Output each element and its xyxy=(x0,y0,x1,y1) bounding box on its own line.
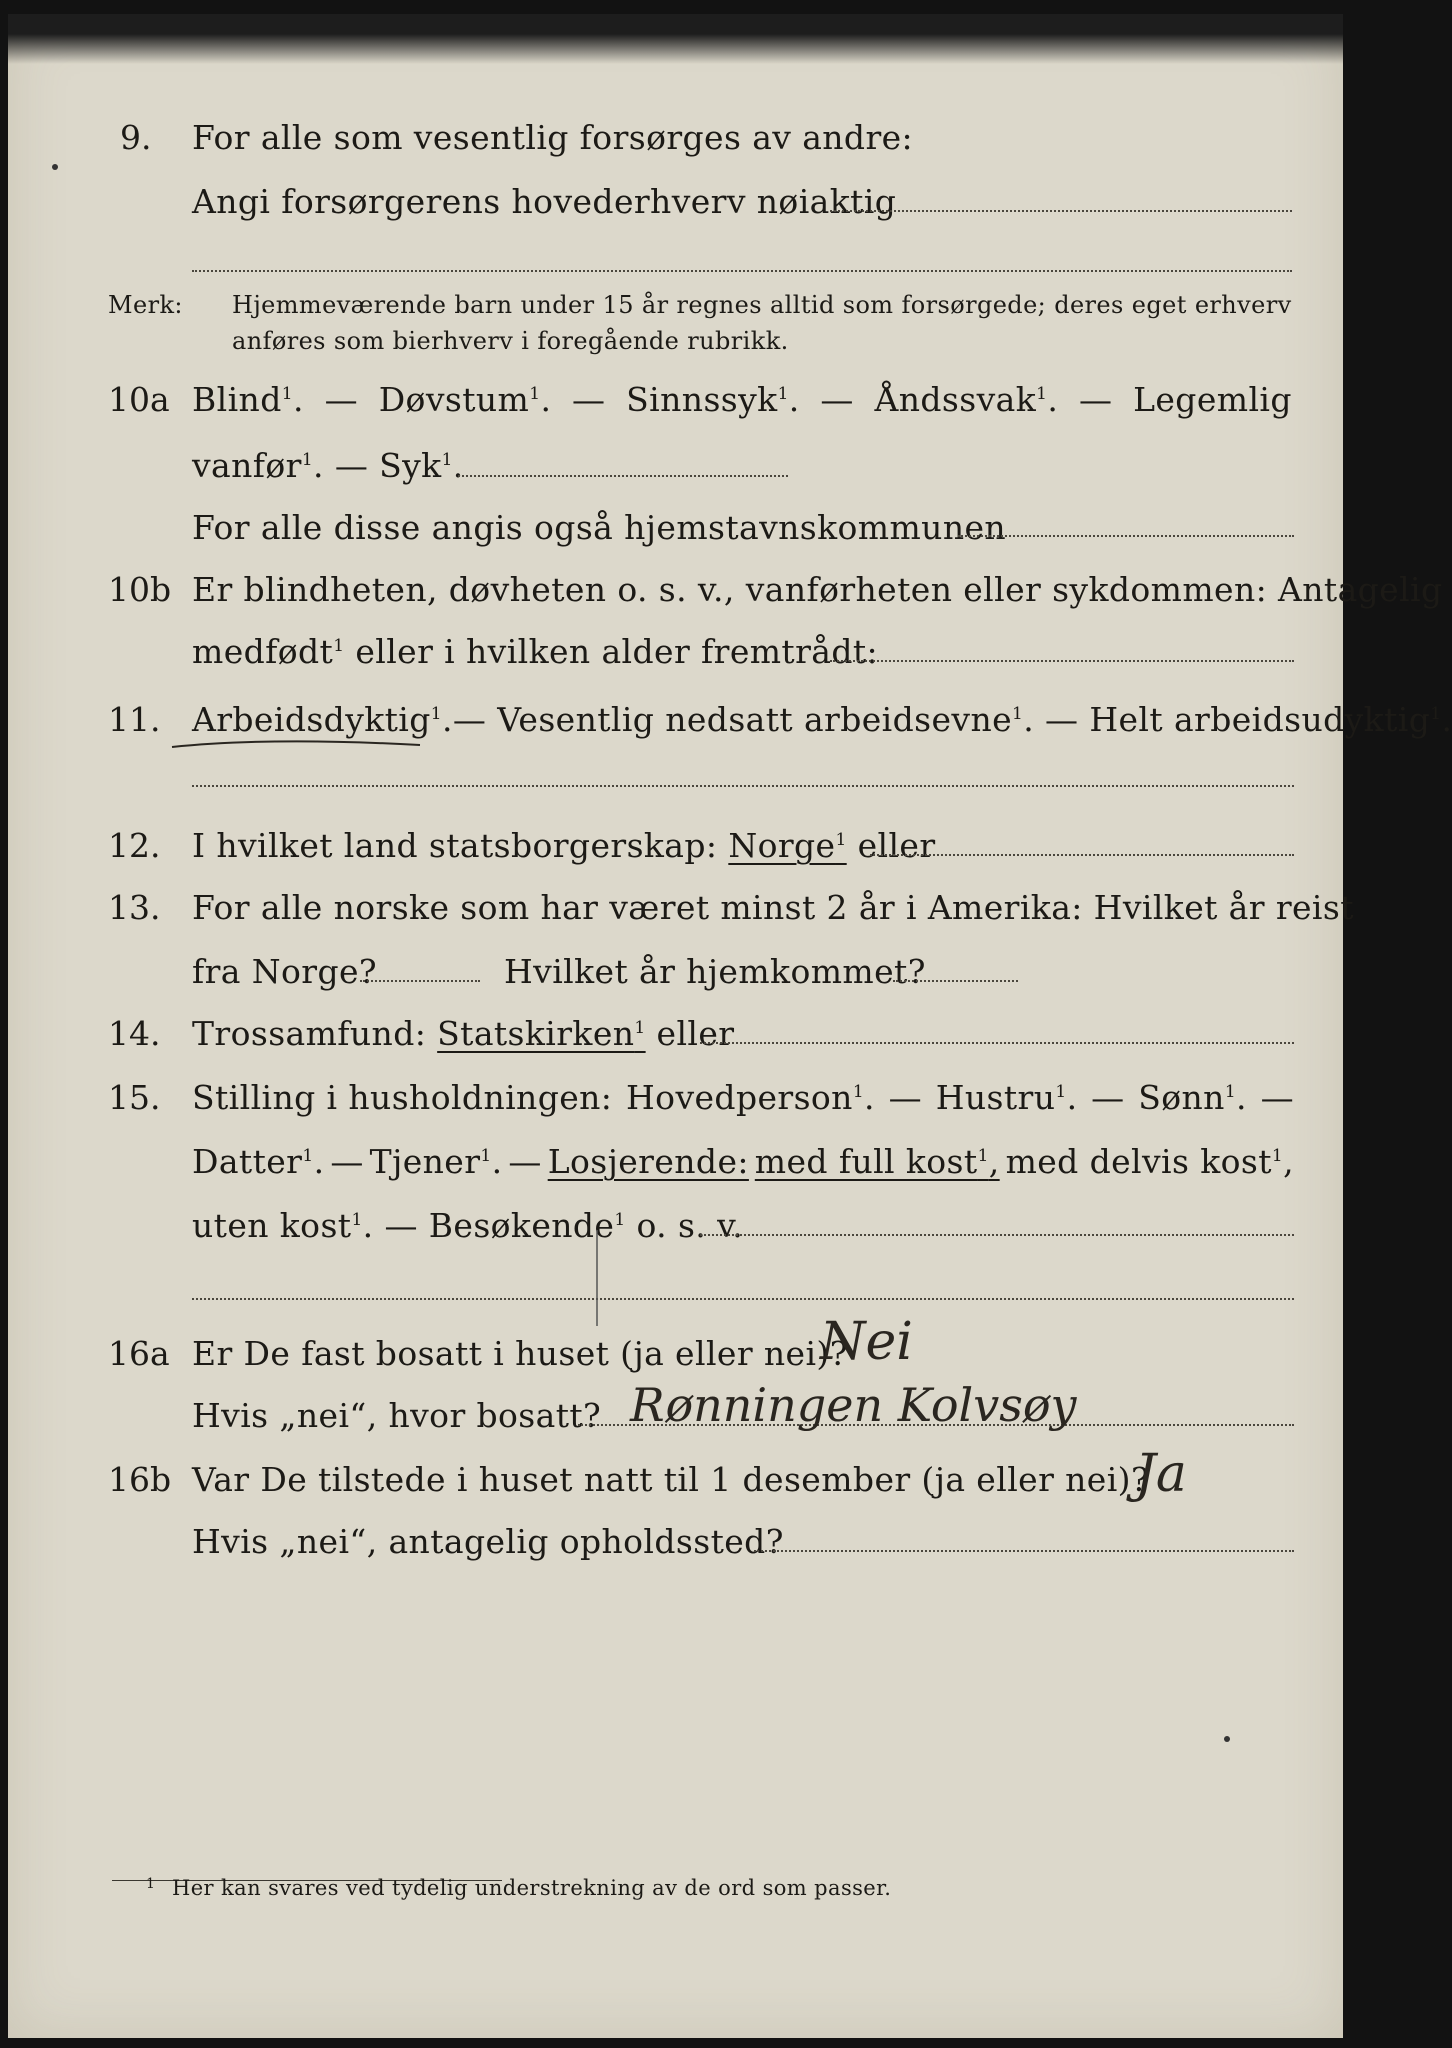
sep: — xyxy=(452,700,487,739)
q13-fra: fra Norge? xyxy=(192,952,378,991)
sep: — xyxy=(1078,380,1113,419)
opt-vesentlig[interactable]: Vesentlig nedsatt arbeidsevne$^1$ xyxy=(497,700,1024,739)
q12-answer-line[interactable] xyxy=(870,854,1294,856)
q14-eller: eller xyxy=(656,1014,735,1053)
footnote-mark: 1 xyxy=(146,1876,156,1892)
q16a-line2: Hvis „nei“, hvor bosatt? xyxy=(192,1396,602,1435)
footnote-text: Her kan svares ved tydelig understrekning av de ord som passer. xyxy=(172,1876,892,1900)
q10a-line1 xyxy=(192,380,1292,419)
speck xyxy=(1224,1736,1230,1742)
q14-text: Trossamfund: xyxy=(192,1014,427,1053)
sep: — xyxy=(334,446,369,485)
opt-dovstum[interactable]: Døvstum$^1$. xyxy=(378,380,552,419)
sep: — xyxy=(384,1206,418,1245)
speck xyxy=(52,164,58,170)
q9-line1: For alle som vesentlig forsørges av andre: xyxy=(192,118,914,157)
q13-fra-answer[interactable] xyxy=(360,980,480,982)
q11-answer-line[interactable] xyxy=(192,785,1294,787)
q15-number: 15. xyxy=(108,1078,161,1117)
sep: — xyxy=(508,1142,542,1181)
q13-line1: For alle norske som har været minst 2 år i Amerika: Hvilket år reist xyxy=(192,888,1354,927)
q10a-line3: For alle disse angis også hjemstavnskommunen xyxy=(192,508,1007,547)
merk-line2: anføres som bierhverv i foregående rubrikk. xyxy=(232,327,789,355)
q15-answer-line[interactable] xyxy=(700,1234,1294,1236)
q16b-line2: Hvis „nei“, antagelig opholdssted? xyxy=(192,1522,784,1561)
q11-number: 11. xyxy=(108,700,161,739)
q16b-answer2-line[interactable] xyxy=(754,1550,1294,1552)
sep: — xyxy=(888,1078,923,1117)
q14-line xyxy=(192,1014,734,1053)
opt-andssvak[interactable]: Åndssvak$^1$. xyxy=(874,380,1059,419)
sep: — xyxy=(330,1142,364,1181)
opt-uten-kost[interactable]: uten kost$^1$. xyxy=(192,1206,374,1245)
q10b-rest: eller i hvilken alder fremtrådt: xyxy=(355,632,879,671)
q16a-answer1[interactable]: Nei xyxy=(820,1312,913,1372)
q12-eller: eller xyxy=(857,826,936,865)
q12-text: I hvilket land statsborgerskap: xyxy=(192,826,718,865)
q11-handwritten-underline xyxy=(170,735,430,755)
q10a-number: 10a xyxy=(108,380,170,419)
q10b-answer-line[interactable] xyxy=(830,660,1294,662)
opt-syk[interactable]: Syk$^1$. xyxy=(379,446,464,485)
q11-line: Arbeidsdyktig$^1$.— Vesentlig nedsatt arbeidsevne$^1$. — Helt arbeidsudyktig$^1$. xyxy=(192,700,1452,739)
merk-line1: Hjemmeværende barn under 15 år regnes alltid som forsørgede; deres eget erhverv xyxy=(232,291,1292,319)
merk-label: Merk: xyxy=(108,291,183,319)
q16a-answer2[interactable]: Rønningen Kolvsøy xyxy=(630,1378,1077,1432)
opt-sonn[interactable]: Sønn$^1$. xyxy=(1138,1078,1247,1117)
opt-datter[interactable]: Datter$^1$. xyxy=(192,1142,325,1181)
q10a-answer-line[interactable] xyxy=(458,475,788,477)
q16a-line1: Er De fast bosatt i huset (ja eller nei)? xyxy=(192,1334,848,1373)
q10a-hjemstavn-line[interactable] xyxy=(958,535,1294,537)
sep: — xyxy=(1045,700,1079,739)
opt-blind[interactable]: Blind$^1$. xyxy=(192,380,304,419)
q14-answer-line[interactable] xyxy=(700,1042,1294,1044)
scan-top-edge xyxy=(8,14,1343,64)
q12-number: 12. xyxy=(108,826,161,865)
q16b-answer1[interactable]: Ja xyxy=(1135,1444,1187,1504)
opt-med-delvis-kost[interactable]: med delvis kost$^1$, xyxy=(1005,1142,1294,1181)
sep: — xyxy=(324,380,358,419)
opt-medfodt[interactable]: medfødt$^1$ xyxy=(192,632,345,671)
q14-number: 14. xyxy=(108,1014,161,1053)
q15-line2 xyxy=(192,1142,1294,1181)
q15-line1 xyxy=(192,1078,1294,1117)
opt-norge[interactable]: Norge$^1$ xyxy=(728,826,847,865)
q10b-line2 xyxy=(192,632,878,671)
opt-statskirken[interactable]: Statskirken$^1$ xyxy=(437,1014,646,1053)
q9-line2: Angi forsørgerens hovederhverv nøiaktig xyxy=(192,182,897,221)
q9-number: 9. xyxy=(120,118,152,157)
q15-answer-line-2[interactable] xyxy=(192,1298,1294,1300)
sep: — xyxy=(1260,1078,1294,1117)
q12-line xyxy=(192,826,936,865)
opt-sinnssyk[interactable]: Sinnssyk$^1$. xyxy=(626,380,800,419)
sep: — xyxy=(572,380,606,419)
q10b-line1: Er blindheten, døvheten o. s. v., vanførheten eller sykdommen: Antagelig xyxy=(192,570,1443,609)
opt-helt[interactable]: Helt arbeidsudyktig$^1$ xyxy=(1089,700,1442,739)
q13-hjem: Hvilket år hjemkommet? xyxy=(504,952,926,991)
opt-hovedperson[interactable]: Hovedperson$^1$. xyxy=(626,1078,875,1117)
opt-tjener[interactable]: Tjener$^1$. xyxy=(369,1142,503,1181)
opt-arbeidsdyktig[interactable]: Arbeidsdyktig$^1$ xyxy=(192,700,442,739)
opt-besokende[interactable]: Besøkende$^1$ xyxy=(428,1206,626,1245)
sep: — xyxy=(1091,1078,1125,1117)
q16b-line1: Var De tilstede i huset natt til 1 desember (ja eller nei)? xyxy=(192,1460,1150,1499)
opt-legemlig[interactable]: Legemlig xyxy=(1133,380,1292,419)
opt-hustru[interactable]: Hustru$^1$. xyxy=(935,1078,1078,1117)
q15-stilling: Stilling i husholdningen: xyxy=(192,1078,613,1117)
q13-number: 13. xyxy=(108,888,161,927)
q16a-number: 16a xyxy=(108,1334,170,1373)
pencil-mark xyxy=(592,1228,602,1328)
opt-med-full-kost[interactable]: med full kost$^1$, xyxy=(754,1142,1000,1181)
opt-losjerende[interactable]: Losjerende: xyxy=(547,1142,749,1181)
q16b-number: 16b xyxy=(108,1460,172,1499)
q10b-number: 10b xyxy=(108,570,172,609)
q9-answer-line[interactable] xyxy=(830,210,1292,212)
q13-hjem-answer[interactable] xyxy=(893,980,1018,982)
q10a-line2 xyxy=(192,446,464,485)
q9-answer-line-2[interactable] xyxy=(192,270,1292,272)
q15-osv: o. s. v. xyxy=(636,1206,744,1245)
opt-vanfor[interactable]: vanfør$^1$. xyxy=(192,446,324,485)
q15-line3 xyxy=(192,1206,743,1245)
sep: — xyxy=(820,380,854,419)
